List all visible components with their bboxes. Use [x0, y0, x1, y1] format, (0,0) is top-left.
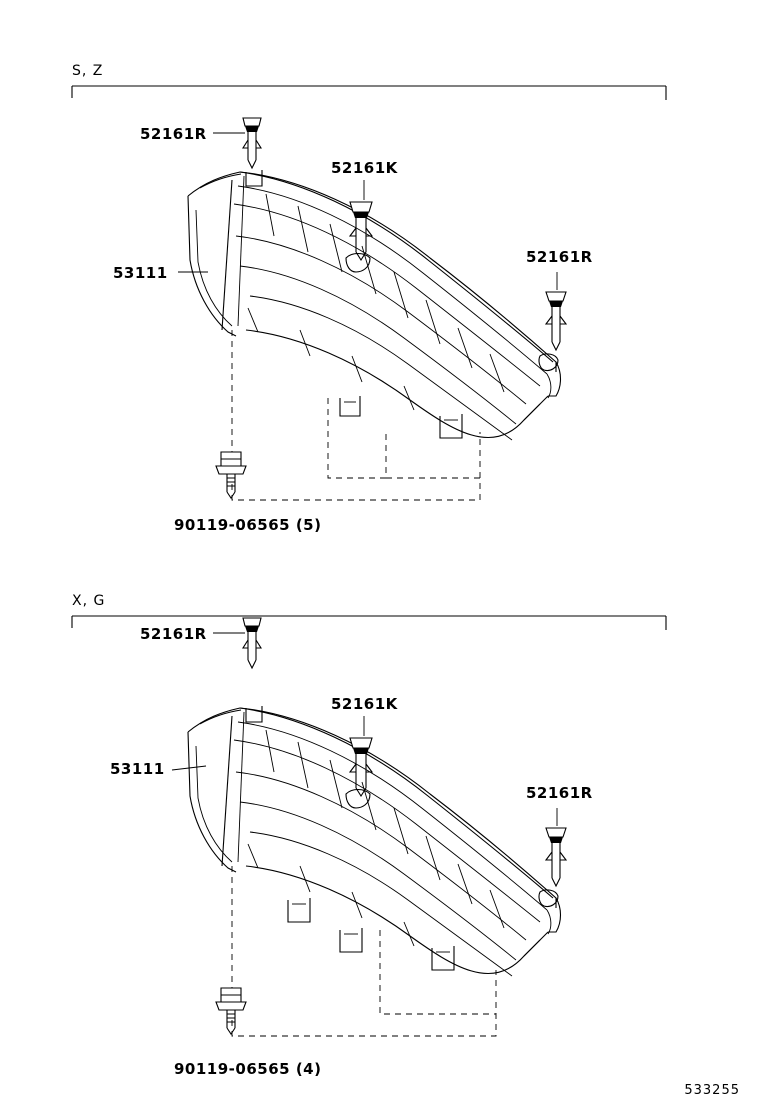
clip-icon-top-right: [546, 292, 566, 350]
figure-id: 533255: [684, 1083, 740, 1098]
callout-bolt-bottom: 90119-06565 (4): [174, 1060, 322, 1078]
callout-bolt-top: 90119-06565 (5): [174, 516, 322, 534]
callout-53111-bottom: 53111: [110, 760, 165, 778]
group-label-top: S, Z: [72, 63, 104, 79]
clip-icon-bottom-left: [243, 618, 261, 668]
bolt-icon-top: [216, 452, 246, 498]
callout-52161R-bottom-left: 52161R: [140, 625, 207, 643]
group-label-bottom: X, G: [72, 593, 106, 609]
callout-52161R-top-right: 52161R: [526, 248, 593, 266]
clip-icon-top-left: [243, 118, 261, 168]
clip-icon-bottom-right: [546, 828, 566, 886]
bottom-group-artwork: [0, 570, 760, 1112]
bolt-icon-bottom: [216, 988, 246, 1034]
callout-53111-top: 53111: [113, 264, 168, 282]
diagram-group-bottom: [0, 570, 760, 1112]
callout-52161R-top-left: 52161R: [140, 125, 207, 143]
callout-52161K-bottom-mid: 52161K: [331, 695, 398, 713]
callout-52161R-bottom-right: 52161R: [526, 784, 593, 802]
callout-52161K-top-mid: 52161K: [331, 159, 398, 177]
